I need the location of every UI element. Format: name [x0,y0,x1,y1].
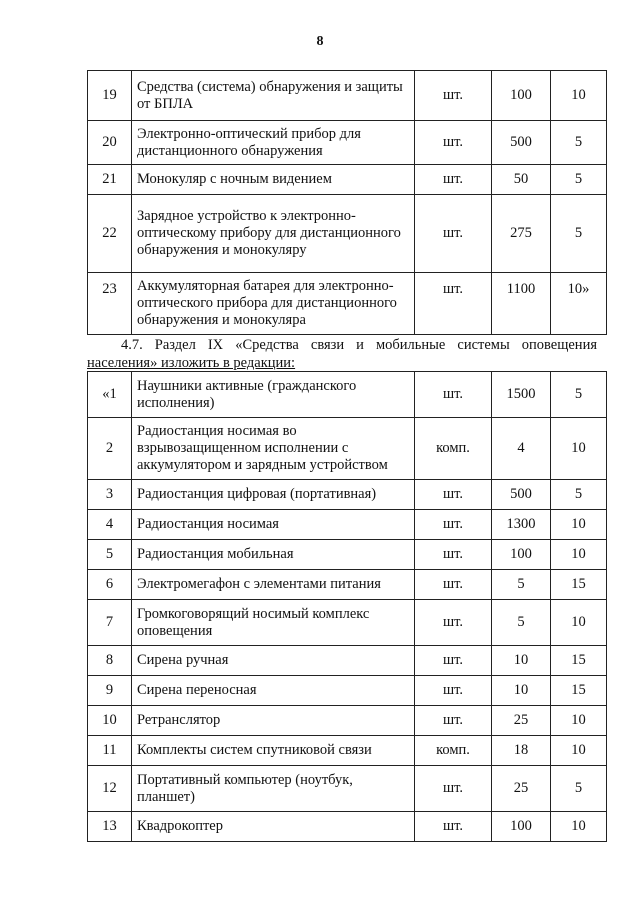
unit-of-measure: шт. [415,812,492,842]
quantity: 25 [492,706,551,736]
table-row [88,570,607,600]
service-life: 10 [551,418,607,480]
service-life: 5 [551,165,607,195]
quantity: 18 [492,736,551,766]
row-number: 11 [88,736,132,766]
unit-of-measure: шт. [415,600,492,646]
quantity: 1100 [492,273,551,335]
item-name: Портативный компьютер (ноутбук, планшет) [132,766,415,812]
row-number: 22 [88,195,132,273]
table-row [88,600,607,646]
unit-of-measure: шт. [415,372,492,418]
table-row [88,195,607,273]
quantity: 500 [492,121,551,165]
amendment-paragraph [87,336,597,372]
row-number: 7 [88,600,132,646]
row-number: 2 [88,418,132,480]
table-row [88,71,607,121]
unit-of-measure: комп. [415,736,492,766]
item-name: Сирена переносная [132,676,415,706]
quantity: 25 [492,766,551,812]
paragraph-line-2: населения» изложить в редакции: [87,355,296,371]
quantity: 50 [492,165,551,195]
unit-of-measure: шт. [415,121,492,165]
row-number: 23 [88,273,132,335]
table-row [88,540,607,570]
service-life: 10 [551,600,607,646]
item-name: Зарядное устройство к электронно-оптическому прибору для дистанционного обнаружения и монокуляру [132,195,415,273]
table-row [88,418,607,480]
service-life: 5 [551,372,607,418]
item-name: Радиостанция цифровая (портативная) [132,480,415,510]
row-number: «1 [88,372,132,418]
item-name: Радиостанция мобильная [132,540,415,570]
row-number: 6 [88,570,132,600]
unit-of-measure: шт. [415,480,492,510]
item-name: Средства (система) обнаружения и защиты от БПЛА [132,71,415,121]
table-row [88,165,607,195]
service-life: 10 [551,540,607,570]
item-name: Радиостанция носимая [132,510,415,540]
table-row [88,372,607,418]
quantity: 5 [492,600,551,646]
paragraph-line-1: 4.7. Раздел IX «Средства связи и мобильные системы оповещения [121,337,597,353]
item-name: Монокуляр с ночным видением [132,165,415,195]
service-life: 5 [551,195,607,273]
row-number: 3 [88,480,132,510]
table-row [88,766,607,812]
quantity: 100 [492,71,551,121]
quantity: 1500 [492,372,551,418]
row-number: 9 [88,676,132,706]
item-name: Радиостанция носимая во взрывозащищенном исполнении с аккумулятором и зарядным устройством [132,418,415,480]
row-number: 5 [88,540,132,570]
table-row [88,646,607,676]
item-name: Электронно-оптический прибор для дистанционного обнаружения [132,121,415,165]
row-number: 19 [88,71,132,121]
item-name: Ретранслятор [132,706,415,736]
row-number: 20 [88,121,132,165]
unit-of-measure: шт. [415,273,492,335]
table-row [88,121,607,165]
table-row [88,480,607,510]
item-name: Аккумуляторная батарея для электронно-оптического прибора для дистанционного обнаружения и монокуляра [132,273,415,335]
service-life: 10» [551,273,607,335]
table-row [88,736,607,766]
table-row [88,676,607,706]
row-number: 12 [88,766,132,812]
row-number: 8 [88,646,132,676]
item-name: Сирена ручная [132,646,415,676]
unit-of-measure: шт. [415,766,492,812]
row-number: 13 [88,812,132,842]
item-name: Громкоговорящий носимый комплекс оповещения [132,600,415,646]
table-row [88,273,607,335]
communications-equipment-table [87,371,607,842]
service-life: 5 [551,766,607,812]
quantity: 100 [492,540,551,570]
quantity: 100 [492,812,551,842]
row-number: 21 [88,165,132,195]
item-name: Квадрокоптер [132,812,415,842]
service-life: 15 [551,646,607,676]
quantity: 4 [492,418,551,480]
item-name: Наушники активные (гражданского исполнения) [132,372,415,418]
table-row [88,706,607,736]
unit-of-measure: комп. [415,418,492,480]
unit-of-measure: шт. [415,676,492,706]
quantity: 275 [492,195,551,273]
unit-of-measure: шт. [415,165,492,195]
row-number: 4 [88,510,132,540]
unit-of-measure: шт. [415,646,492,676]
item-name: Электромегафон с элементами питания [132,570,415,600]
table-row [88,510,607,540]
item-name: Комплекты систем спутниковой связи [132,736,415,766]
quantity: 1300 [492,510,551,540]
service-life: 10 [551,736,607,766]
service-life: 10 [551,71,607,121]
service-life: 15 [551,570,607,600]
quantity: 5 [492,570,551,600]
service-life: 10 [551,706,607,736]
service-life: 10 [551,812,607,842]
service-life: 5 [551,480,607,510]
service-life: 5 [551,121,607,165]
row-number: 10 [88,706,132,736]
unit-of-measure: шт. [415,195,492,273]
unit-of-measure: шт. [415,570,492,600]
unit-of-measure: шт. [415,71,492,121]
unit-of-measure: шт. [415,706,492,736]
service-life: 15 [551,676,607,706]
service-life: 10 [551,510,607,540]
quantity: 10 [492,676,551,706]
table-row [88,812,607,842]
unit-of-measure: шт. [415,540,492,570]
equipment-table-section-8 [87,70,607,335]
unit-of-measure: шт. [415,510,492,540]
page-number: 8 [316,34,324,49]
quantity: 500 [492,480,551,510]
quantity: 10 [492,646,551,676]
